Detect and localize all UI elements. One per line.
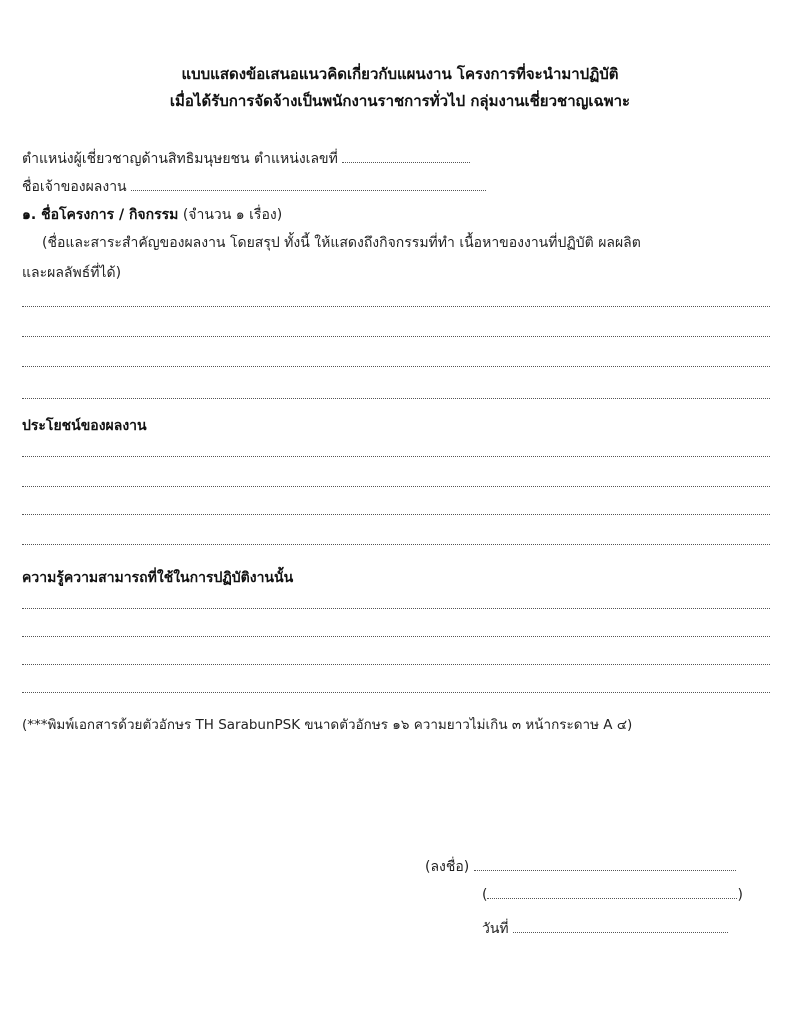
section-1-title: ๑. ชื่อโครงการ / กิจกรรม xyxy=(22,207,179,223)
section-2-answer-line[interactable] xyxy=(22,544,770,545)
position-number-blank[interactable] xyxy=(342,162,470,163)
section-1-answer-line[interactable] xyxy=(22,336,770,337)
section-1-heading xyxy=(22,204,282,226)
form-title-line-1: แบบแสดงข้อเสนอแนวคิดเกี่ยวกับแผนงาน โครงการที่จะนำมาปฏิบัติ xyxy=(181,65,619,83)
position-label: ตำแหน่งผู้เชี่ยวชาญด้านสิทธิมนุษยชน ตำแหน่งเลขที่ xyxy=(22,151,338,167)
name-close-paren: ) xyxy=(737,887,743,903)
signature-blank[interactable] xyxy=(474,870,736,871)
date-label: วันที่ xyxy=(482,921,509,937)
formatting-note: (***พิมพ์เอกสารด้วยตัวอักษร TH SarabunPSK ขนาดตัวอักษร ๑๖ ความยาวไม่เกิน ๓ หน้ากระดาษ A ๔) xyxy=(22,717,633,733)
section-1-answer-line[interactable] xyxy=(22,398,770,399)
section-3-heading: ความรู้ความสามารถที่ใช้ในการปฏิบัติงานนั้น xyxy=(22,570,294,586)
section-2-answer-line[interactable] xyxy=(22,514,770,515)
signature-label: (ลงชื่อ) xyxy=(425,859,470,875)
section-1-description-line-2: และผลลัพธ์ที่ได้) xyxy=(22,265,122,281)
printed-name-blank[interactable] xyxy=(487,898,737,899)
owner-label: ชื่อเจ้าของผลงาน xyxy=(22,179,127,195)
section-1-answer-line[interactable] xyxy=(22,366,770,367)
section-1-count: (จำนวน ๑ เรื่อง) xyxy=(182,207,283,223)
section-1-answer-line[interactable] xyxy=(22,306,770,307)
section-3-answer-line[interactable] xyxy=(22,664,770,665)
owner-field xyxy=(22,176,486,198)
section-1-description-line-1: (ชื่อและสาระสำคัญของผลงาน โดยสรุป ทั้งนี้ ให้แสดงถึงกิจกรรมที่ทำ เนื้อหาของงานที่ปฏิบัติ ผลผลิต xyxy=(42,235,641,251)
section-3-answer-line[interactable] xyxy=(22,692,770,693)
section-3-answer-line[interactable] xyxy=(22,636,770,637)
form-title-line-2: เมื่อได้รับการจัดจ้างเป็นพนักงานราชการทั่วไป กลุ่มงานเชี่ยวชาญเฉพาะ xyxy=(169,92,631,110)
section-2-answer-line[interactable] xyxy=(22,456,770,457)
section-3-answer-line[interactable] xyxy=(22,608,770,609)
signature-field xyxy=(425,856,736,878)
position-field xyxy=(22,148,470,170)
name-open-paren: ( xyxy=(482,887,488,903)
section-2-heading: ประโยชน์ของผลงาน xyxy=(22,418,147,434)
date-field xyxy=(482,918,728,940)
printed-name-field xyxy=(482,887,743,903)
section-2-answer-line[interactable] xyxy=(22,486,770,487)
date-blank[interactable] xyxy=(513,932,728,933)
owner-name-blank[interactable] xyxy=(131,190,486,191)
